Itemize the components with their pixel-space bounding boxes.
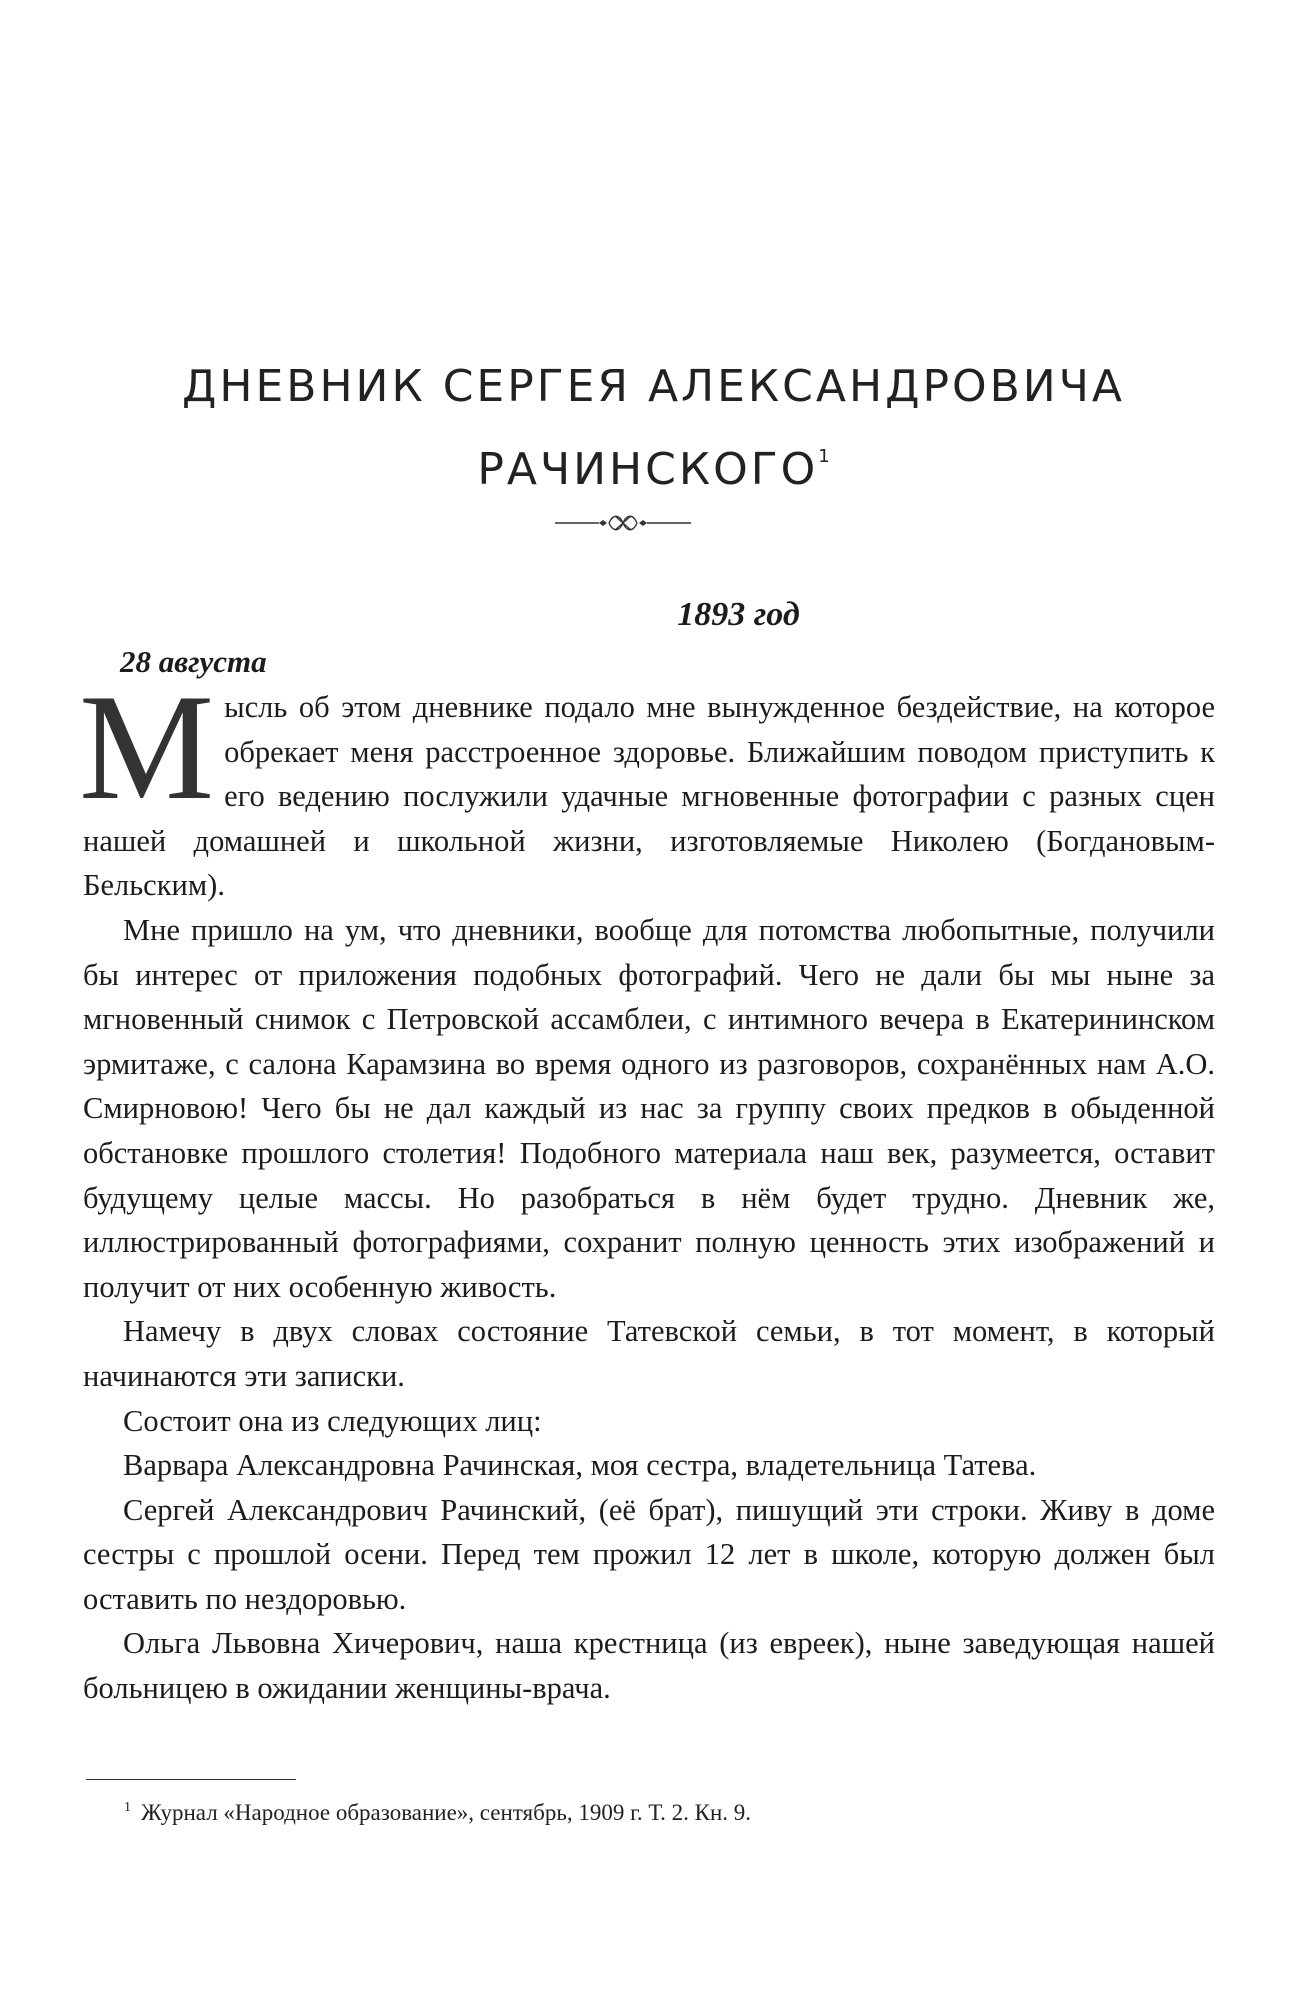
paragraph-7: Ольга Львовна Хичерович, наша крестница (из евреек), ныне заведующая нашей больницею в ожидании женщины-врача. [83,1626,1215,1706]
ornamental-divider-icon [553,508,693,538]
title-line-1: ДНЕВНИК СЕРГЕЯ АЛЕКСАНДРОВИЧА [182,361,1125,412]
section-year: 1893 год [677,596,800,633]
footnote-divider [86,1779,296,1780]
title-surname: РАЧИНСКОГО [477,444,819,495]
footnote-text: Журнал «Народное образование», сентябрь, 1909 г. Т. 2. Кн. 9. [141,1800,752,1825]
title-footnote-mark: 1 [818,446,830,467]
paragraph-1-text: ысль об этом дневнике подало мне вынужденное бездействие, на которое обрекает меня расстроенное здоровье. Ближайшим поводом приступить к его ведению послужили удачные мгновенные фотографии с разных сцен нашей домашней и школьной жизни, изготовляемые Николею (Богдановым-Бельским). [83,690,1215,903]
diary-text [79,663,1215,1711]
drop-cap: М [79,663,215,831]
page-title [0,352,1307,505]
paragraph-6: Сергей Александрович Рачинский, (её брат), пишущий эти строки. Живу в доме сестры с прошлой осени. Перед тем прожил 12 лет в школе, которую должен был оставить по нездоровью. [83,1492,1215,1616]
paragraph-3: Намечу в двух словах состояние Татевской семьи, в тот момент, в который начинаются эти записки. [83,1314,1215,1393]
paragraph-2: Мне пришло на ум, что дневники, вообще для потомства любопытные, получили бы интерес от приложения подобных фотографий. Чего не дали бы мы ныне за мгновенный снимок с Петровской ассамблеи, с интимного вечера в Екатерининском эрмитаже, с салона Карамзина во время одного из разговоров, сохранённых нам А.О. Смирновою! Чего бы не дал каждый из нас за группу своих предков в обыденной обстановке прошлого столетия! Подобного материала наш век, разумеется, оставит будущему целые массы. Но разобраться в нём будет трудно. Дневник же, иллюстрированный фотографиями, сохранит полную ценность этих изображений и получит от них особенную живость. [83,912,1215,1304]
paragraph-5: Варвара Александровна Рачинская, моя сестра, владетельница Татева. [123,1448,1037,1483]
paragraph-4: Состоит она из следующих лиц: [123,1403,542,1438]
title-line-2 [0,422,1307,505]
footnote-mark: 1 [124,1800,131,1815]
entry-date: 28 августа [120,644,267,679]
paragraph-1 [79,663,1215,908]
footnote [124,1800,751,1826]
